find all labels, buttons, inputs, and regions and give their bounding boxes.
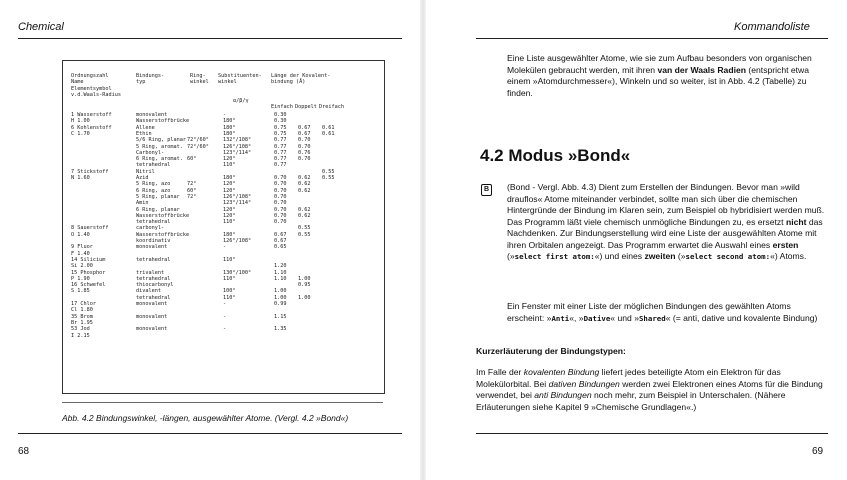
cell-double: 0.62 — [298, 187, 311, 194]
bond-key-icon: B — [481, 184, 492, 196]
table-head-line: Länge der Kovalent- — [271, 73, 331, 79]
cell-subangle: 180° — [223, 118, 236, 125]
cell-element: 1 Wasserstoff — [71, 112, 112, 118]
cell-ringangle: 72° — [187, 181, 197, 188]
bond-window-paragraph — [507, 301, 825, 324]
cell-element: 16 Schwefel — [71, 282, 106, 289]
p2-a: Ein Fenster mit einer Liste der möglichen Bindungen des gewählten Atoms erscheint: » — [507, 301, 791, 323]
left-page — [0, 0, 423, 480]
p1-code-first: select first atom: — [514, 252, 595, 261]
cell-double: 0.62 — [298, 181, 311, 188]
cell-double: 0.55 — [298, 231, 311, 238]
right-running-header: Kommandoliste — [734, 21, 810, 33]
cell-bondtype: koordinativ — [136, 238, 171, 244]
cell-bondtype: tetrahedral — [136, 294, 171, 301]
cell-subangle: - — [223, 326, 227, 333]
cell-bondtype: 6 Ring, planar — [136, 206, 180, 213]
p3-g: noch mehr, zum Beispiel in Unterschalen. (Nähere Erläuterungen siehe Kapitel 9 »Chemische Grundlagen«.) — [476, 390, 786, 412]
table-head-bondtype — [136, 73, 164, 86]
cell-element: H 1.00 — [71, 118, 90, 125]
right-page-number: 69 — [812, 446, 824, 457]
cell-bondtype: carbonyl- — [136, 225, 165, 232]
cell-single: 1.00 — [274, 288, 287, 295]
table-head-line: Ring- — [190, 73, 206, 79]
cell-bondtype: Azid — [136, 175, 149, 181]
cell-single: 0.75 — [274, 124, 287, 131]
cell-element: I 2.15 — [71, 332, 90, 339]
cell-element: 35 Brom — [71, 313, 93, 320]
cell-single: 1.35 — [274, 326, 287, 333]
cell-subangle: 110° — [223, 219, 236, 226]
table-head-line: Name — [71, 79, 84, 86]
cell-double: 0.62 — [298, 206, 311, 213]
section-heading: 4.2 Modus »Bond« — [480, 146, 631, 165]
p3-d: dativen Bindungen — [548, 378, 620, 389]
cell-element: 15 Phosphor — [71, 269, 106, 276]
cell-ringangle: 72° — [187, 193, 197, 200]
cell-triple: 0.55 — [322, 168, 335, 175]
cell-subangle: 126°/108° — [223, 238, 252, 244]
cell-double: 0.70 — [298, 137, 311, 144]
intro-text-c: (entspricht etwa einem »Atomdurchmesser«), Winkeln und so weiter, ist in Abb. 4.2 (Tabelle) zu finden. — [507, 64, 810, 98]
cell-single: 0.70 — [274, 181, 287, 188]
cell-subangle: 126°/108° — [223, 143, 252, 150]
cell-single: 0.70 — [274, 187, 287, 194]
right-footer-rule — [476, 433, 828, 434]
cell-subangle: 126°/108° — [223, 193, 252, 200]
table-head-length — [271, 73, 330, 86]
table-head-line: v.d.Waals-Radius — [71, 91, 121, 98]
cell-double: 0.67 — [298, 124, 311, 131]
p3-e: werden zwei Elektronen eines Atoms für die Bindung verwendet, bei — [476, 378, 823, 400]
cell-single: 0.70 — [274, 175, 287, 181]
cell-element: Si 2.00 — [71, 263, 93, 270]
table-head-line: winkel — [190, 79, 209, 86]
p3-b: kovalenten Bindung — [523, 367, 600, 377]
p2-e: « und » — [610, 312, 639, 323]
p1-a: (Bond - Vergl. Abb. 4.3) Dient zum Erstellen der Bindungen. Bevor man »wild drauflos« Atome miteinander verbindet, sollte man sich über die chemischen Hintergründe der Bindung im Klaren sein, zum Beispiel ob hybridisiert werden muß. Das Programm läßt viele chemisch unmögliche Bindungen zu, es ersetzt — [507, 182, 825, 227]
bond-description-paragraph — [507, 182, 825, 263]
cell-bondtype: Nitril — [136, 168, 155, 175]
cell-bondtype: Wasserstoffbrücke — [136, 212, 190, 219]
cell-element: S 1.85 — [71, 288, 90, 295]
cell-single: 0.67 — [274, 238, 287, 244]
cell-single: 0.70 — [274, 200, 287, 207]
cell-subangle: 132°/108° — [223, 137, 252, 144]
cell-double: 0.70 — [298, 143, 311, 150]
p2-dative: Dative — [583, 313, 611, 323]
cell-subangle: 110° — [223, 162, 236, 169]
p2-c: «, » — [569, 312, 584, 323]
cell-subangle: 180° — [223, 124, 236, 131]
intro-text-bold: van der Waals Radien — [657, 64, 746, 75]
cell-single: 0.70 — [274, 219, 287, 226]
p1-e: (» — [507, 251, 515, 261]
cell-bondtype: monovalent — [136, 326, 168, 333]
cell-subangle: 180° — [223, 175, 236, 181]
table-head-single: Einfach — [271, 104, 293, 110]
table-head-line: winkel — [218, 79, 237, 86]
cell-bondtype: 5/6 Ring, planar — [136, 137, 186, 144]
cell-element: Br 1.95 — [71, 319, 93, 326]
cell-double: 0.62 — [298, 212, 311, 219]
cell-double: 0.62 — [298, 175, 311, 181]
cell-single: 1.15 — [274, 313, 287, 320]
cell-element: P 1.90 — [71, 275, 90, 282]
intro-paragraph — [507, 53, 825, 99]
bond-table — [62, 60, 385, 394]
cell-subangle: 100° — [223, 288, 236, 295]
table-head-double: Doppelt — [295, 104, 317, 110]
cell-bondtype: Amin — [136, 200, 149, 207]
caption-rule — [62, 402, 383, 403]
cell-single: 0.67 — [274, 231, 287, 238]
cell-double: 1.00 — [298, 275, 311, 282]
cell-subangle: - — [223, 112, 227, 118]
table-head-line: bindung (Å) — [271, 79, 306, 86]
p3-a: Im Falle der — [476, 367, 524, 377]
bond-types-paragraph — [476, 367, 828, 413]
cell-subangle: 123°/114° — [223, 200, 252, 207]
p1-k: «) Atoms. — [770, 251, 807, 261]
table-head-angles: α/β/γ — [233, 98, 249, 104]
cell-single: 0.70 — [274, 212, 287, 219]
cell-bondtype: 6 Ring, aromat. — [136, 156, 183, 163]
cell-bondtype: divalent — [136, 288, 161, 295]
cell-ringangle: 60° — [187, 187, 197, 194]
cell-subangle: - — [223, 244, 227, 251]
cell-bondtype: tetrahedral — [136, 219, 171, 226]
cell-bondtype: Allene — [136, 124, 155, 131]
cell-element: C 1.70 — [71, 130, 90, 137]
table-head-line: Bindungs- — [136, 73, 165, 79]
cell-ringangle: 72°/60° — [187, 143, 209, 150]
table-head-line: Ordnungszahl — [71, 73, 109, 79]
intro-text-a: Eine Liste ausgewählter Atome, wie sie zum Aufbau besonders von organischen Molekülen gebraucht werden, mit ihren — [507, 53, 812, 75]
cell-single: 0.30 — [274, 112, 287, 118]
cell-subangle: 120° — [223, 212, 236, 219]
cell-bondtype: monovalent — [136, 301, 168, 307]
cell-single: 1.10 — [274, 269, 287, 276]
cell-element: Cl 1.80 — [71, 307, 93, 314]
cell-element: 17 Chlor — [71, 301, 96, 307]
cell-single: 0.77 — [274, 156, 287, 163]
cell-bondtype: tetrahedral — [136, 162, 171, 169]
cell-subangle: 110° — [223, 275, 236, 282]
table-head-line: Elementsymbol — [71, 85, 112, 92]
cell-bondtype: 5 Ring, planar — [136, 193, 180, 200]
cell-subangle: 110° — [223, 256, 236, 263]
cell-single: 0.70 — [274, 193, 287, 200]
cell-double: 0.55 — [298, 225, 311, 232]
cell-single: 0.77 — [274, 162, 287, 169]
cell-subangle: - — [223, 301, 227, 307]
cell-element: O 1.40 — [71, 231, 90, 238]
table-head-element — [71, 73, 121, 98]
cell-bondtype: monovalent — [136, 244, 168, 251]
p1-d: ersten — [772, 239, 799, 250]
p1-i: (» — [675, 251, 686, 261]
cell-single: 0.99 — [274, 301, 287, 307]
p1-h: zweiten — [644, 251, 676, 261]
cell-subangle: 120° — [223, 206, 236, 213]
cell-bondtype: monovalent — [136, 112, 168, 118]
table-head-triple: Dreifach — [319, 104, 344, 110]
p1-b: nicht — [785, 216, 807, 227]
table-head-line: Substituenten- — [218, 73, 262, 79]
cell-subangle: 180° — [223, 231, 236, 238]
cell-single: 0.75 — [274, 130, 287, 137]
cell-single: 0.65 — [274, 244, 287, 251]
cell-bondtype: Wasserstoffbrücke — [136, 118, 190, 125]
left-header-rule — [18, 38, 402, 39]
cell-single: 1.00 — [274, 294, 287, 301]
cell-bondtype: monovalent — [136, 313, 168, 320]
cell-single: 0.30 — [274, 118, 287, 125]
p1-code-second: select second atom: — [685, 252, 771, 261]
cell-bondtype: Ethin — [136, 130, 152, 137]
cell-element: 7 Stickstoff — [71, 168, 109, 175]
cell-double: 1.00 — [298, 294, 311, 301]
left-running-header: Chemical — [18, 21, 64, 33]
cell-element: F 1.40 — [71, 250, 90, 257]
cell-subangle: 120° — [223, 181, 236, 188]
cell-single: 1.10 — [274, 275, 287, 282]
table-head-line: typ — [136, 79, 146, 86]
cell-element: 6 Kohlenstoff — [71, 124, 112, 131]
table-head-subangle — [218, 73, 262, 86]
cell-bondtype: 5 Ring, aromat. — [136, 143, 183, 150]
table-head-ringangle — [190, 73, 209, 86]
subheading: Kurzerläuterung der Bindungstypen: — [476, 346, 626, 356]
cell-subangle: - — [223, 313, 227, 320]
p2-g: « (= anti, dative und kovalente Bindung) — [665, 312, 818, 323]
cell-triple: 0.61 — [322, 130, 335, 137]
cell-subangle: 130°/100° — [223, 269, 252, 276]
p3-c: liefert jedes beteiligte Atom ein Elektron für das Molekülorbital. Bei — [476, 367, 781, 389]
cell-double: 0.67 — [298, 130, 311, 137]
cell-bondtype: trivalent — [136, 269, 165, 276]
cell-single: 0.77 — [274, 137, 287, 144]
cell-bondtype: Wasserstoffbrücke — [136, 231, 190, 238]
p1-g: «) und eines — [594, 251, 645, 261]
cell-bondtype: 5 Ring, azo — [136, 181, 171, 188]
cell-bondtype: 6 Ring, azo — [136, 187, 171, 194]
left-page-number: 68 — [18, 446, 30, 457]
cell-bondtype: Carbonyl- — [136, 149, 165, 156]
cell-bondtype: tetrahedral — [136, 256, 171, 263]
cell-subangle: 123°/114° — [223, 149, 252, 156]
figure-caption: Abb. 4.2 Bindungswinkel, -längen, ausgewählter Atome. (Vergl. 4.2 »Bond«) — [62, 413, 349, 423]
cell-double: 0.76 — [298, 149, 311, 156]
cell-ringangle: 60° — [187, 156, 197, 163]
cell-ringangle: 72°/60° — [187, 137, 209, 144]
cell-single: 0.70 — [274, 206, 287, 213]
cell-double: 0.95 — [298, 282, 311, 289]
p2-shared: Shared — [638, 313, 666, 323]
p1-c: das Nachdenken. Zur Bindungserstellung wird eine Liste der ausgewählten Atome mit ihren Orbitalen angezeigt. Das Programm erwartet die Auswahl eines — [507, 216, 823, 250]
p3-f: anti Bindungen — [534, 390, 592, 400]
cell-double: 0.70 — [298, 156, 311, 163]
cell-element: 9 Fluor — [71, 244, 93, 251]
right-header-rule — [476, 38, 828, 39]
cell-bondtype: thiocarbonyl — [136, 282, 174, 289]
cell-single: 0.77 — [274, 149, 287, 156]
cell-subangle: 120° — [223, 156, 236, 163]
left-footer-rule — [18, 433, 402, 434]
cell-element: 8 Sauerstoff — [71, 225, 109, 232]
cell-single: 1.20 — [274, 263, 287, 270]
cell-single: 0.77 — [274, 143, 287, 150]
cell-element: 53 Jod — [71, 326, 90, 333]
cell-subangle: 120° — [223, 187, 236, 194]
cell-subangle: 180° — [223, 130, 236, 137]
cell-element: 14 Silicium — [71, 256, 106, 263]
cell-element: N 1.60 — [71, 175, 90, 181]
cell-subangle: 110° — [223, 294, 236, 301]
p2-anti: Anti — [551, 313, 570, 323]
cell-triple: 0.61 — [322, 124, 335, 131]
cell-bondtype: tetrahedral — [136, 275, 171, 282]
cell-triple: 0.55 — [322, 175, 335, 181]
